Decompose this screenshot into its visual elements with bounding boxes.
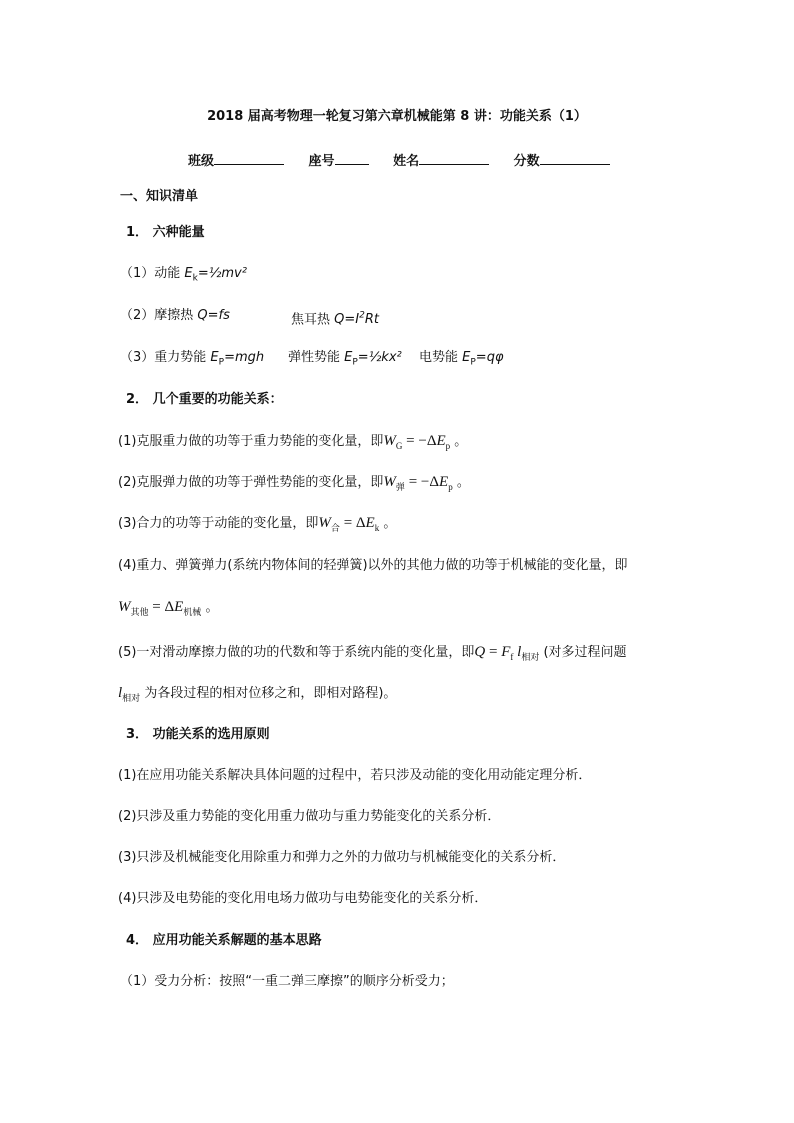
subheading-basic-approach: 4． 应用功能关系解题的基本思路: [126, 933, 322, 948]
principle-item: (2)只涉及重力势能的变化用重力做功与重力势能变化的关系分析．: [118, 809, 501, 824]
energy-friction-heat: （2）摩擦热 Q=fs: [120, 308, 230, 323]
name-label: 姓名: [393, 154, 420, 169]
class-blank[interactable]: [214, 151, 284, 165]
energy-elastic: 弹性势能 $E_P=\frac{1}{2}kx^2$: [288, 350, 402, 368]
relation-gravity: (1)克服重力做的功等于重力势能的变化量，即$W_G = -\Delta E_p$ 。: [118, 433, 468, 451]
class-label: 班级: [188, 154, 215, 169]
principle-item: (1)在应用功能关系解决具体问题的过程中，若只涉及动能的变化用动能定理分析．: [118, 768, 592, 783]
score-blank[interactable]: [540, 151, 610, 165]
subheading-selection-principles: 3． 功能关系的选用原则: [126, 727, 270, 742]
score-label: 分数: [513, 154, 540, 169]
principle-item: (3)只涉及机械能变化用除重力和弹力之外的力做功与机械能变化的关系分析．: [118, 850, 566, 865]
principle-item: (4)只涉及电势能的变化用电场力做功与电势能变化的关系分析．: [118, 891, 488, 906]
relation-net-force: (3)合力的功等于动能的变化量，即$W_合 = \Delta E_k$ 。: [118, 515, 397, 533]
student-info-row: [188, 151, 610, 171]
relation-other-forces-formula: $W_{其他} = \Delta E_{机械}$ 。: [118, 599, 219, 617]
name-blank[interactable]: [419, 151, 489, 165]
seat-label: 座号: [308, 154, 335, 169]
relation-other-forces: (4)重力、弹簧弹力(系统内物体间的轻弹簧)以外的其他力做的功等于机械能的变化量，即: [118, 558, 628, 573]
energy-kinetic: （1）动能 $E_k=\frac{1}{2}mv^2$: [120, 266, 247, 284]
energy-joule-heat: 焦耳热 $Q=I^2Rt$: [291, 311, 379, 328]
relation-elastic: (2)克服弹力做的功等于弹性势能的变化量，即$W_弹 = -\Delta E_p$ 。: [118, 474, 470, 492]
energy-electric: 电势能 $E_P=q\varphi$: [419, 350, 504, 368]
section-heading-knowledge: 一、知识清单: [120, 189, 199, 204]
relation-friction-cont: $l_{相对}$ 为各段过程的相对位移之和，即相对路程)。: [118, 685, 397, 703]
subheading-six-energies: 1． 六种能量: [126, 225, 205, 240]
subheading-relations: 2． 几个重要的功能关系：: [126, 392, 283, 407]
relation-friction: (5)一对滑动摩擦力做的功的代数和等于系统内能的变化量，即$Q = F_f$ $l_{相对}$ (对多过程问题: [118, 644, 627, 662]
page-title: 2018 届高考物理一轮复习第六章机械能第 8 讲：功能关系（1）: [207, 109, 587, 124]
approach-item: （1）受力分析：按照“一重二弹三摩擦”的顺序分析受力；: [120, 974, 454, 989]
energy-potential: （3）重力势能 $E_P=mgh$: [120, 350, 265, 368]
seat-blank[interactable]: [335, 151, 369, 165]
